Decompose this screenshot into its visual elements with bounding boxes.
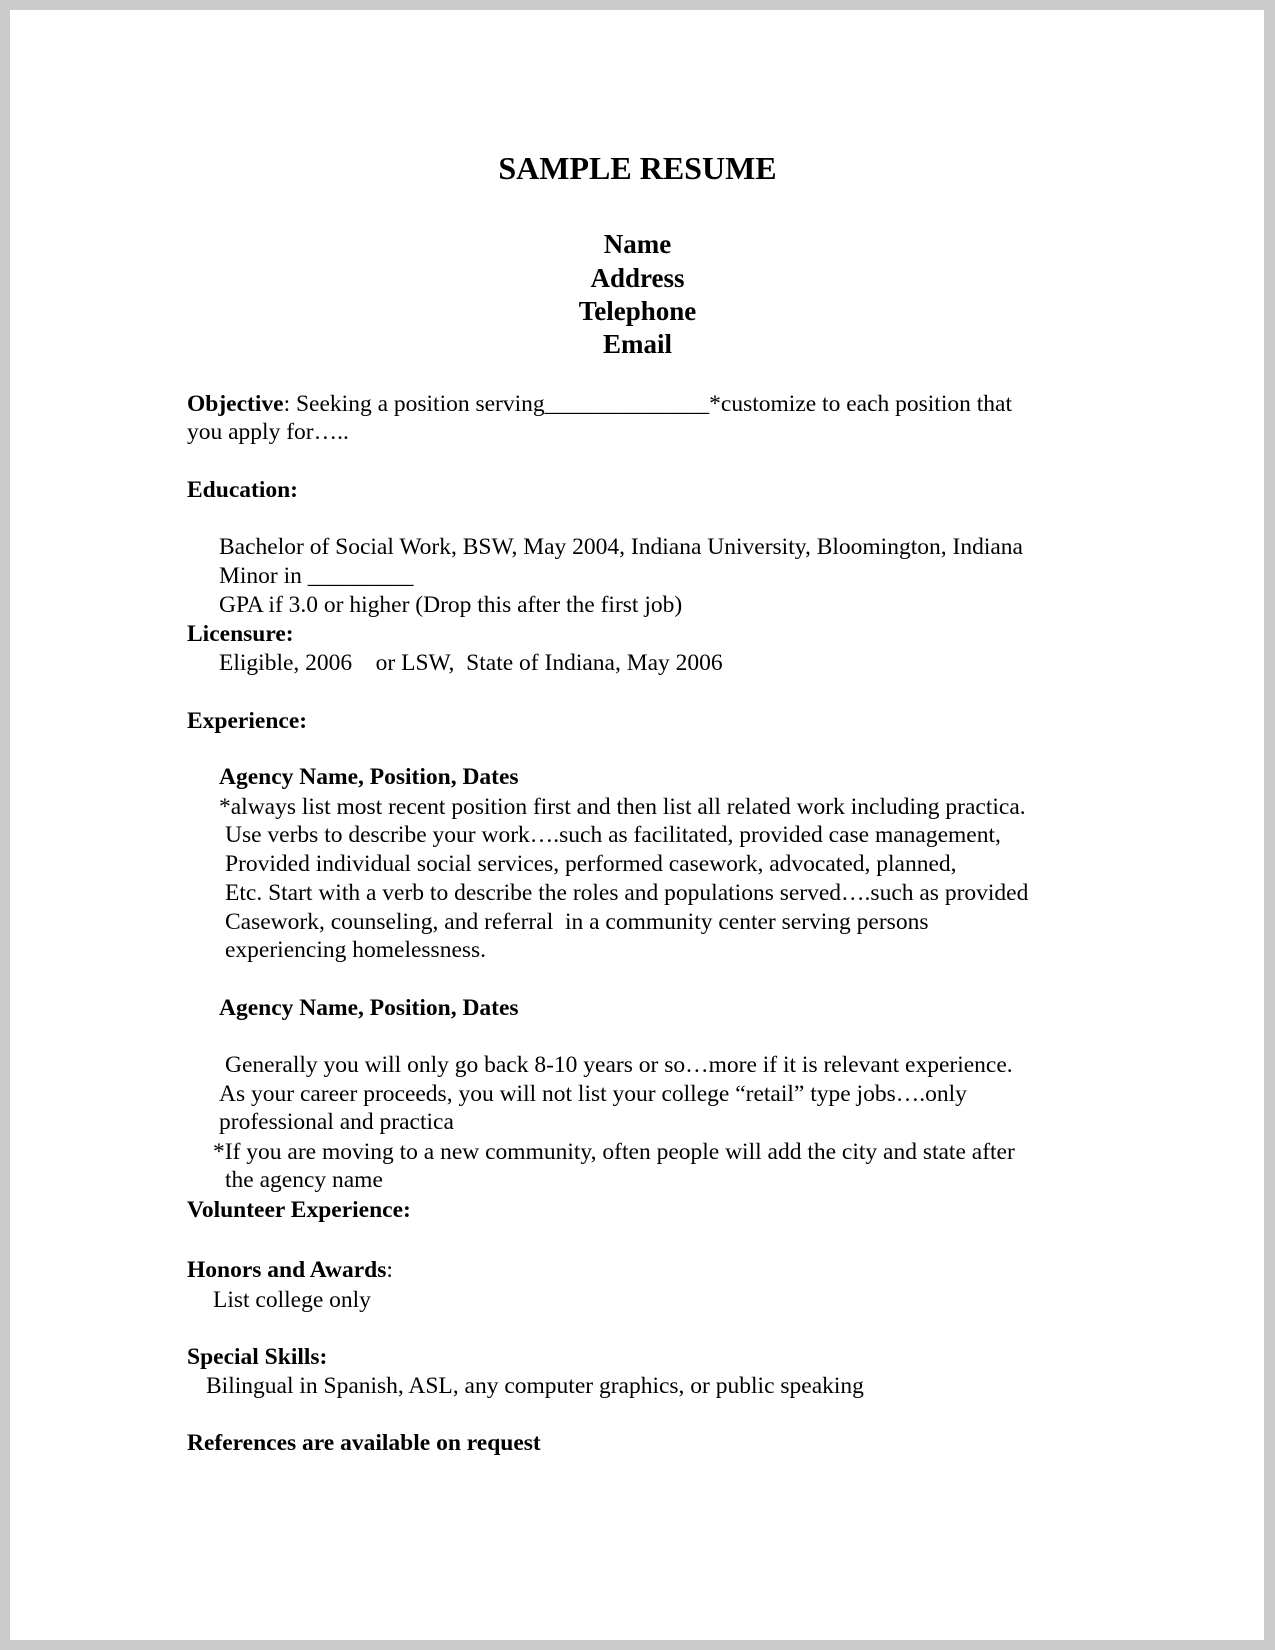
contact-telephone: Telephone	[578, 296, 697, 326]
contact-address: Address	[590, 263, 685, 293]
contact-name: Name	[603, 229, 672, 259]
job2-line: As your career proceeds, you will not list your college “retail” type jobs….only	[219, 1081, 967, 1107]
licensure-text: Eligible, 2006 or LSW, State of Indiana, May 2006	[219, 650, 723, 676]
skills-heading: Special Skills:	[187, 1344, 328, 1370]
job1-line: Use verbs to describe your work….such as facilitated, provided case management,	[225, 822, 1001, 848]
objective-label: Objective	[187, 391, 284, 417]
job1-line: Casework, counseling, and referral in a community center serving persons	[225, 909, 929, 935]
honors-colon: :	[386, 1257, 393, 1283]
job1-line: *always list most recent position first and then list all related work including practica.	[219, 794, 1026, 820]
objective-line	[187, 390, 1012, 418]
education-degree: Bachelor of Social Work, BSW, May 2004, Indiana University, Bloomington, Indiana	[219, 534, 1023, 560]
job2-line: the agency name	[225, 1167, 383, 1193]
licensure-heading: Licensure:	[187, 621, 294, 647]
job2-line: Generally you will only go back 8-10 years or so…more if it is relevant experience.	[225, 1052, 1013, 1078]
job1-title: Agency Name, Position, Dates	[219, 764, 519, 790]
honors-heading-line	[187, 1256, 393, 1284]
objective-text: : Seeking a position serving______________*customize to each position that	[283, 391, 1012, 417]
job2-line: professional and practica	[219, 1109, 454, 1135]
job1-line: Etc. Start with a verb to describe the roles and populations served….such as provided	[225, 880, 1029, 906]
job2-line: *If you are moving to a new community, often people will add the city and state after	[213, 1139, 1015, 1165]
job2-title: Agency Name, Position, Dates	[219, 995, 519, 1021]
honors-text: List college only	[213, 1287, 371, 1313]
education-gpa: GPA if 3.0 or higher (Drop this after the first job)	[219, 592, 683, 618]
contact-email: Email	[602, 329, 672, 359]
job1-line: Provided individual social services, performed casework, advocated, planned,	[225, 851, 957, 877]
education-minor: Minor in _________	[219, 563, 414, 589]
job1-line: experiencing homelessness.	[225, 937, 487, 963]
experience-heading: Experience:	[187, 708, 308, 734]
education-heading: Education:	[187, 477, 298, 503]
objective-text-2: you apply for…..	[187, 419, 349, 445]
honors-heading: Honors and Awards	[187, 1257, 387, 1283]
page-title: SAMPLE RESUME	[498, 150, 777, 186]
references-note: References are available on request	[187, 1430, 541, 1456]
volunteer-heading: Volunteer Experience:	[187, 1197, 411, 1223]
skills-text: Bilingual in Spanish, ASL, any computer graphics, or public speaking	[206, 1373, 864, 1399]
